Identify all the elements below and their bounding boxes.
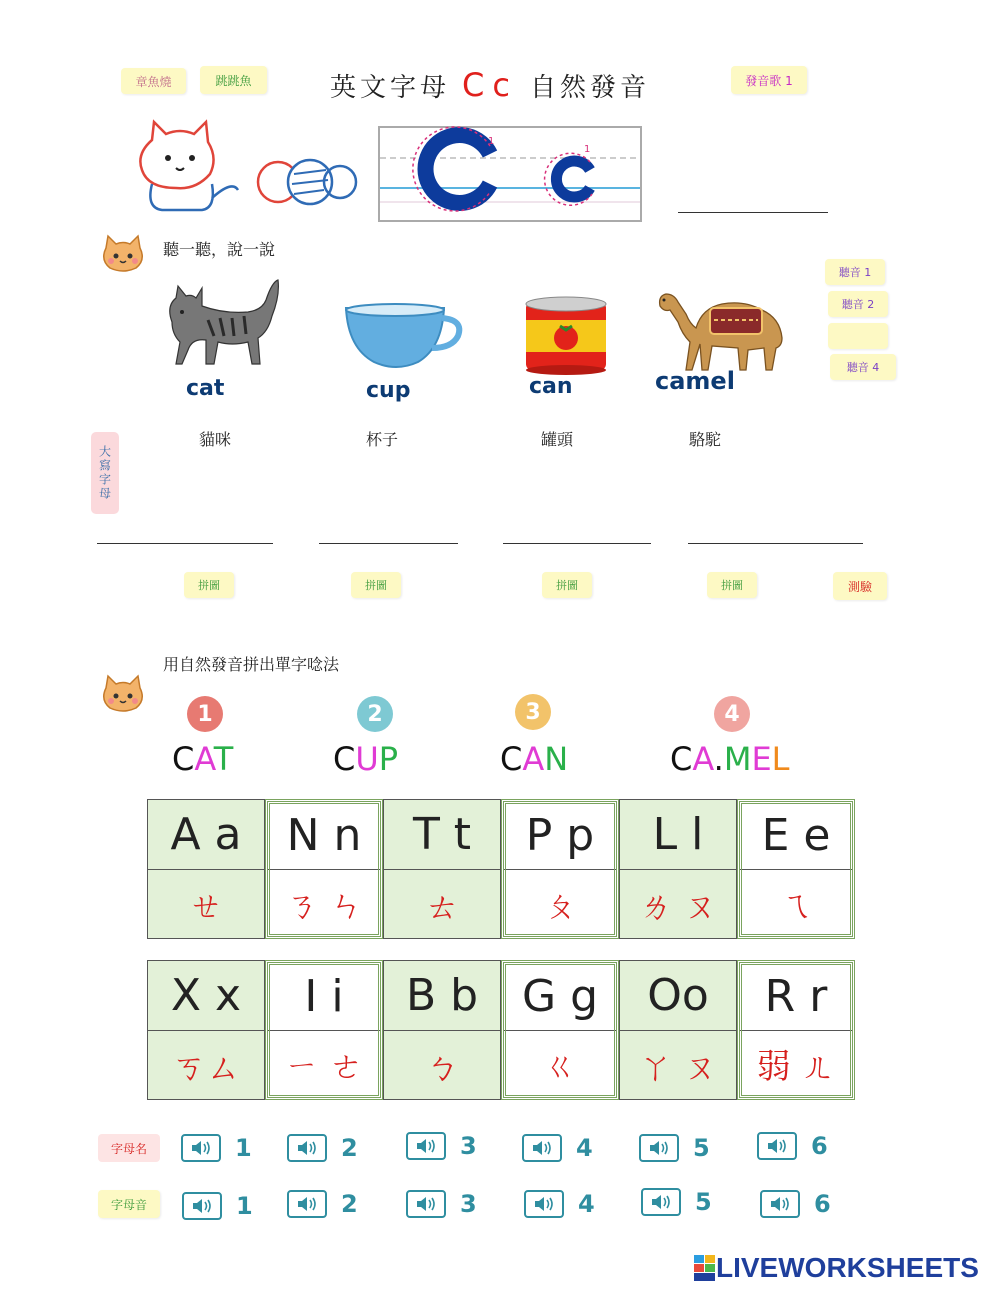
audio-number: 6 (814, 1190, 831, 1218)
answer-line-3[interactable] (503, 543, 651, 544)
page-title (330, 66, 650, 104)
liveworksheets-brand: LIVEWORKSHEETS (716, 1252, 979, 1283)
audio-number: 4 (578, 1190, 595, 1218)
uppercase-letters-tab[interactable]: 大寫字母 (91, 432, 119, 514)
audio-number: 1 (235, 1134, 252, 1162)
speaker-icon (522, 1134, 562, 1162)
letter-zhuyin: ㄚ ㄡ (638, 1048, 718, 1089)
letter-card[interactable] (737, 960, 855, 1100)
word-caption-cat: cat (186, 376, 225, 401)
meaning-can: 罐頭 (541, 430, 574, 449)
audio-name-1[interactable] (181, 1134, 252, 1162)
audio-sound-6[interactable] (760, 1190, 831, 1218)
spell-letter: E (751, 740, 772, 778)
cat-face-icon-2 (98, 674, 148, 714)
audio-name-6[interactable] (757, 1132, 828, 1160)
letter-name: E e (740, 802, 852, 870)
number-circle-1: 1 (187, 696, 223, 732)
audio-sound-2[interactable] (287, 1190, 358, 1218)
spell-word-cat (172, 740, 233, 778)
audio-number: 6 (811, 1132, 828, 1160)
number-circle-2: 2 (357, 696, 393, 732)
letter-card[interactable] (265, 799, 383, 939)
letter-zhuyin: ㄊ (425, 887, 459, 928)
audio-number: 1 (236, 1192, 253, 1220)
quiz-button[interactable]: 測驗 (833, 572, 887, 600)
spell-letter: A (692, 740, 714, 778)
spell-word-camel (670, 740, 790, 778)
puzzle-button-3[interactable]: 拼圖 (542, 572, 592, 598)
spell-letter: A (522, 740, 545, 778)
letter-zhuyin: 弱 ㄦ (756, 1047, 836, 1088)
audio-name-2[interactable] (287, 1134, 358, 1162)
title-letters: Cc (462, 66, 518, 104)
letter-card[interactable] (501, 799, 619, 939)
letter-name-label: 字母名 (98, 1134, 160, 1162)
letter-name: N n (268, 802, 380, 870)
cat-face-icon (98, 234, 148, 274)
svg-text:1: 1 (584, 144, 591, 155)
listen-button-2[interactable]: 聽音 2 (828, 291, 888, 317)
letter-sound-label: 字母音 (98, 1190, 160, 1218)
speaker-icon (287, 1190, 327, 1218)
speaker-icon (182, 1192, 222, 1220)
answer-line-2[interactable] (319, 543, 458, 544)
word-caption-camel: camel (655, 367, 735, 395)
letter-zhuyin: ㄟ (779, 886, 813, 927)
speaker-icon (757, 1132, 797, 1160)
spell-letter: C (500, 740, 523, 778)
answer-line-4[interactable] (688, 543, 863, 544)
spell-letter: C (670, 740, 693, 778)
cup-photo (340, 302, 466, 376)
word-caption-cup: cup (366, 378, 411, 403)
spell-letter: A (194, 740, 214, 778)
audio-sound-4[interactable] (524, 1190, 595, 1218)
listen-button-4[interactable]: 聽音 4 (830, 354, 896, 380)
phonics-song-button[interactable]: 發音歌 1 (731, 66, 807, 94)
listen-button-3[interactable] (828, 323, 888, 349)
spell-letter: P (378, 740, 399, 778)
letter-name: R r (740, 963, 852, 1031)
spell-word-cup (333, 740, 398, 778)
letter-name: B b (384, 961, 500, 1031)
letter-c-writing-board (378, 126, 642, 222)
letter-name: A a (148, 800, 264, 870)
spell-letter: C (172, 740, 195, 778)
spell-letter: N (544, 740, 569, 778)
audio-number: 3 (460, 1132, 477, 1160)
listen-speak-heading: 聽一聽，說一說 (163, 240, 276, 259)
audio-number: 5 (695, 1188, 712, 1216)
octopus-ball-button[interactable]: 章魚燒 (121, 68, 186, 94)
mudskipper-button[interactable]: 跳跳魚 (200, 66, 267, 94)
phonics-spelling-heading: 用自然發音拼出單字唸法 (163, 655, 340, 674)
number-circle-3: 3 (515, 694, 551, 730)
audio-sound-1[interactable] (182, 1192, 253, 1220)
letter-name: I i (268, 963, 380, 1031)
letter-zhuyin: ㄋ ㄣ (284, 886, 364, 927)
letter-card[interactable] (147, 799, 265, 939)
letter-grid-row-2 (147, 960, 855, 1100)
audio-number: 4 (576, 1134, 593, 1162)
letter-zhuyin: ㄅ (425, 1048, 459, 1089)
letter-zhuyin: ㄆ (543, 886, 577, 927)
spell-letter: C (333, 740, 356, 778)
letter-name: X x (148, 961, 264, 1031)
letter-card[interactable] (147, 960, 265, 1100)
speaker-icon (406, 1190, 446, 1218)
letter-name: Oo (620, 961, 736, 1031)
speaker-icon (641, 1188, 681, 1216)
word-caption-can: can (529, 374, 573, 399)
letter-zhuyin: ㄧ ㄜ (284, 1047, 364, 1088)
can-photo (524, 296, 608, 376)
listen-button-1[interactable]: 聽音 1 (825, 259, 885, 285)
letter-card[interactable] (265, 960, 383, 1100)
audio-name-5[interactable] (639, 1134, 710, 1162)
letter-card[interactable] (619, 799, 737, 939)
letter-name: T t (384, 800, 500, 870)
speaker-icon (760, 1190, 800, 1218)
audio-number: 2 (341, 1134, 358, 1162)
speaker-icon (181, 1134, 221, 1162)
audio-number: 3 (460, 1190, 477, 1218)
cat-drawing-illustration (132, 118, 362, 218)
cat-photo (162, 276, 284, 370)
letter-name: L l (620, 800, 736, 870)
letter-grid-row-1 (147, 799, 855, 939)
letter-zhuyin: ㄍ (543, 1047, 577, 1088)
letter-zhuyin: ㄌ ㄡ (638, 887, 718, 928)
answer-line-header[interactable] (678, 212, 828, 213)
speaker-icon (524, 1190, 564, 1218)
spell-letter: T (213, 740, 234, 778)
letter-card[interactable] (383, 960, 501, 1100)
spell-letter: L (771, 740, 790, 778)
audio-name-4[interactable] (522, 1134, 593, 1162)
spell-letter: U (355, 740, 379, 778)
meaning-cat: 貓咪 (199, 430, 232, 449)
number-circle-4: 4 (714, 696, 750, 732)
letter-card[interactable] (383, 799, 501, 939)
audio-sound-5[interactable] (641, 1188, 712, 1216)
letter-card[interactable] (737, 799, 855, 939)
puzzle-button-1[interactable]: 拼圖 (184, 572, 234, 598)
meaning-cup: 杯子 (366, 430, 399, 449)
spell-letter: M (723, 740, 752, 778)
speaker-icon (639, 1134, 679, 1162)
letter-name: P p (504, 802, 616, 870)
audio-number: 2 (341, 1190, 358, 1218)
puzzle-button-4[interactable]: 拼圖 (707, 572, 757, 598)
title-right: 自然發音 (529, 73, 650, 103)
puzzle-button-2[interactable]: 拼圖 (351, 572, 401, 598)
letter-zhuyin: ㄝ (189, 887, 223, 928)
audio-sound-3[interactable] (406, 1190, 477, 1218)
spell-word-can (500, 740, 568, 778)
meaning-camel: 駱駝 (689, 430, 722, 449)
letter-zhuyin: ㄎㄙ (172, 1048, 240, 1089)
letter-name: G g (504, 963, 616, 1031)
letter-card[interactable] (619, 960, 737, 1100)
camel-photo (652, 288, 792, 372)
answer-line-1[interactable] (97, 543, 273, 544)
liveworksheets-logo[interactable] (694, 1252, 979, 1284)
svg-text:1: 1 (488, 136, 495, 147)
liveworksheets-logo-icon (694, 1255, 716, 1281)
speaker-icon (287, 1134, 327, 1162)
letter-card[interactable] (501, 960, 619, 1100)
title-left: 英文字母 (330, 73, 451, 103)
audio-number: 5 (693, 1134, 710, 1162)
spell-letter: . (713, 740, 724, 778)
speaker-icon (406, 1132, 446, 1160)
audio-name-3[interactable] (406, 1132, 477, 1160)
